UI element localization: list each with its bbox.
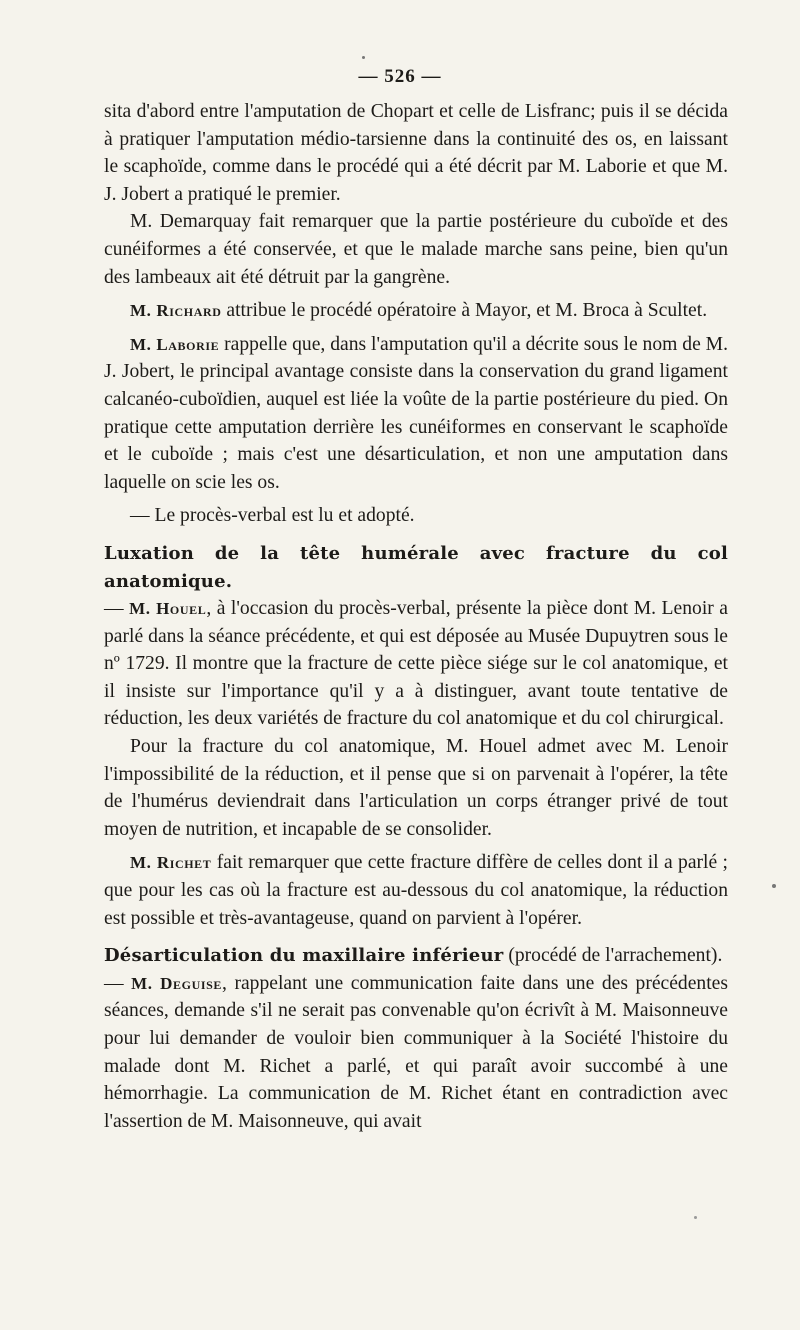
heading-text: Luxation de la tête humérale avec fracture du col anatomique. [104,542,728,592]
paragraph-houel [104,595,728,733]
paragraph-richet [104,849,728,932]
paragraph-text: fait remarquer que cette fracture diffère de celles dont il a parlé ; que pour les cas où la fracture est au-dessous du col anatomique, la réduction est possible et très-avantageuse, quand on parvient à l'opérer. [104,852,729,929]
section-heading-luxation [104,540,728,595]
paragraph-text: rappelle que, dans l'amputation qu'il a décrite sous le nom de M. J. Jobert, le principal avantage consiste dans la conservation du grand ligament calcanéo-cuboïdien, auquel est liée la voûte de la partie postérieure du pied. On pratique cette amputation derrière les cunéiformes en conservant le scaphoïde et le cuboïde ; mais c'est une désarticulation, et non une amputation dans laquelle on scie les os. [104,333,728,493]
speaker-name: M. Houel [129,599,207,619]
paragraph-proces-verbal: — Le procès-verbal est lu et adopté. [130,505,415,527]
dash: — [104,972,132,994]
paragraph-text: , à l'occasion du procès-verbal, présente la pièce dont M. Lenoir a parlé dans la séance précédente, et qui est déposée au Musée Dupuytren sous le nº 1729. Il montre que la fracture de cette pièce siége sur le col anatomique, et il insiste sur l'importance qu'il y a à distinguer, avant toute tentative de réduction, les deux variétés de fracture du col anatomique et du col chirurgical. [104,598,728,730]
paragraph-laborie [104,331,728,497]
paper-speck [772,884,776,888]
paragraph-richard [104,297,728,325]
heading-suffix: (procédé de l'arrachement). [503,945,723,967]
body-text [104,98,728,1135]
paragraph-demarquay: M. Demarquay fait remarquer que la partie postérieure du cuboïde et des cunéiformes a été conservée, et que le malade marche sans peine, bien qu'un des lambeaux ait été détruit par la gangrène. [104,211,728,288]
section-heading-desarticulation [104,942,728,970]
speaker-name: M. Deguise [131,973,222,993]
paragraph-text: attribue le procédé opératoire à Mayor, et M. Broca à Scultet. [221,300,708,322]
page-number: — 526 — [358,66,442,87]
heading-text: Désarticulation du maxillaire inférieur [104,945,504,967]
speaker-name: M. Richard [130,301,222,321]
paragraph-continuation: sita d'abord entre l'amputation de Chopart et celle de Lisfranc; puis il se décida à pratiquer l'amputation médio-tarsienne dans la continuité des os, en laissant le scaphoïde, comme dans le procédé qui a été décrit par M. Laborie et que M. J. Jobert a pratiqué le premier. [104,101,728,205]
paragraph-fracture-col: Pour la fracture du col anatomique, M. Houel admet avec M. Lenoir l'impossibilité de la réduction, et il pense que si on parvenait à l'opérer, la tête de l'humérus deviendrait dans l'articulation un corps étranger privé de tout moyen de nutrition, et incapable de se consolider. [104,736,728,840]
paper-speck [362,56,365,59]
speaker-name: M. Richet [130,853,212,873]
speaker-name: M. Laborie [130,334,220,354]
paragraph-deguise [104,970,728,1136]
dash: — [104,598,130,620]
paper-speck [694,1216,697,1219]
paragraph-text: , rappelant une communication faite dans une des précédentes séances, demande s'il ne serait pas convenable qu'on écrivît à M. Maisonneuve pour lui demander de vouloir bien communiquer à la Société l'histoire du malade dont M. Richet a parlé, et qui paraît avoir succombé à une hémorrhagie. La communication de M. Richet étant en contradiction avec l'assertion de M. Maisonneuve, qui avait [104,972,728,1132]
